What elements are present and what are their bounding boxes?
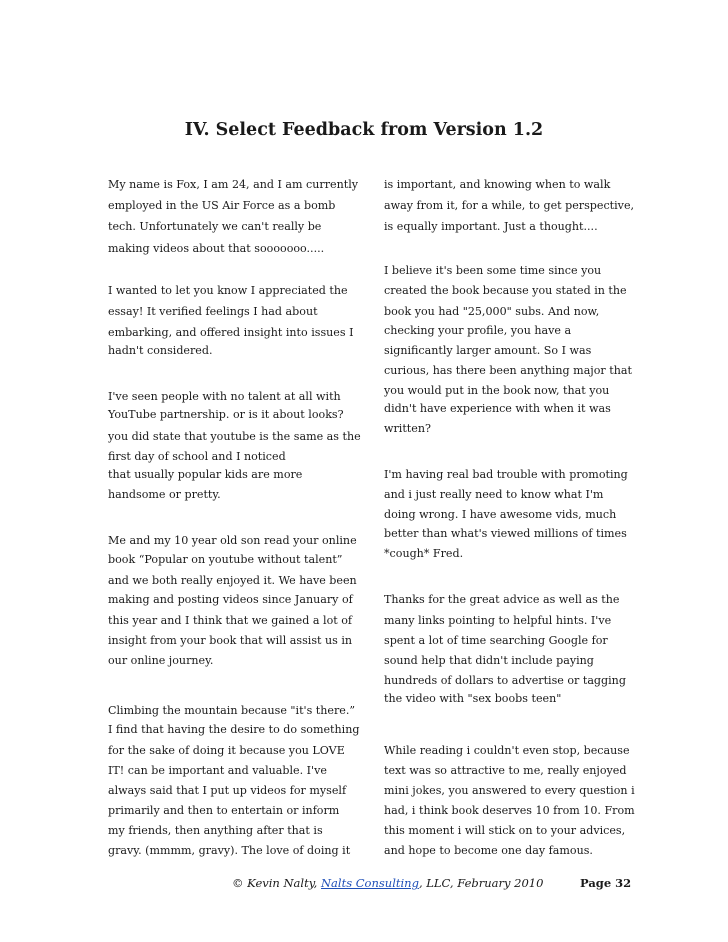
text-line: sound help that didn't include paying [384, 654, 594, 667]
text-line: While reading i couldn't even stop, because [384, 744, 630, 757]
text-line: making and posting videos since January of [108, 593, 353, 606]
text-line: employed in the US Air Force as a bomb [108, 199, 336, 212]
text-line: you did state that youtube is the same as the [108, 430, 361, 443]
page-title: IV. Select Feedback from Version 1.2 [184, 120, 544, 140]
text-line: checking your profile, you have a [384, 324, 572, 337]
text-line: didn't have experience with when it was [384, 402, 611, 415]
text-line: handsome or pretty. [108, 488, 221, 501]
text-line: *cough* Fred. [384, 547, 464, 560]
text-line: this moment i will stick on to your advices, [384, 824, 626, 837]
text-line: better than what's viewed millions of times [384, 527, 627, 540]
text-line: significantly larger amount. So I was [384, 344, 592, 357]
text-line: for the sake of doing it because you LOVE [108, 744, 345, 757]
copyright-notice [232, 876, 543, 890]
text-line: is equally important. Just a thought.... [384, 220, 598, 233]
text-line: away from it, for a while, to get perspective, [384, 199, 635, 212]
text-line: you would put in the book now, that you [384, 384, 610, 397]
page-footer [0, 876, 728, 894]
text-line: gravy. (mmmm, gravy). The love of doing it [108, 844, 351, 857]
text-line: the video with "sex boobs teen" [384, 692, 562, 705]
text-line: and i just really need to know what I'm [384, 488, 604, 501]
text-line: created the book because you stated in the [384, 284, 627, 297]
text-line: book you had "25,000" subs. And now, [384, 305, 600, 318]
text-line: that usually popular kids are more [108, 468, 303, 481]
text-line: I believe it's been some time since you [384, 264, 602, 277]
text-line: YouTube partnership. or is it about looks? [108, 408, 344, 421]
text-line: many links pointing to helpful hints. I've [384, 614, 612, 627]
text-line: I find that having the desire to do something [108, 723, 360, 736]
text-line: essay! It verified feelings I had about [108, 305, 318, 318]
text-line: spent a lot of time searching Google for [384, 634, 608, 647]
text-line: always said that I put up videos for myself [108, 784, 347, 797]
text-line: primarily and then to entertain or inform [108, 804, 340, 817]
copyright-suffix: , LLC, February 2010 [418, 876, 544, 890]
text-line: and we both really enjoyed it. We have been [108, 574, 357, 587]
text-line: written? [384, 422, 431, 435]
text-line: is important, and knowing when to walk [384, 178, 611, 191]
text-line: mini jokes, you answered to every question i [384, 784, 635, 797]
text-line: I'm having real bad trouble with promoting [384, 468, 628, 481]
text-line: my friends, then anything after that is [108, 824, 323, 837]
text-line: text was so attractive to me, really enjoyed [384, 764, 627, 777]
text-line: our online journey. [108, 654, 214, 667]
text-line: Thanks for the great advice as well as the [384, 593, 620, 606]
text-line: had, i think book deserves 10 from 10. From [384, 804, 635, 817]
company-link[interactable]: Nalts Consulting [320, 876, 419, 890]
text-line: doing wrong. I have awesome vids, much [384, 508, 617, 521]
text-line: I wanted to let you know I appreciated the [108, 284, 348, 297]
text-line: Climbing the mountain because "it's there.” [108, 704, 356, 717]
text-line: Me and my 10 year old son read your online [108, 534, 357, 547]
text-line: tech. Unfortunately we can't really be [108, 220, 322, 233]
text-line: embarking, and offered insight into issues I [108, 326, 354, 339]
text-line: IT! can be important and valuable. I've [108, 764, 327, 777]
text-line: curious, has there been anything major that [384, 364, 632, 377]
text-line: I've seen people with no talent at all with [108, 390, 341, 403]
text-line: first day of school and I noticed [108, 450, 286, 463]
text-line: My name is Fox, I am 24, and I am currently [108, 178, 359, 191]
text-line: insight from your book that will assist us in [108, 634, 353, 647]
text-line: and hope to become one day famous. [384, 844, 593, 857]
text-line: making videos about that sooooooo..... [108, 242, 325, 255]
copyright-prefix: © Kevin Nalty, [232, 876, 321, 890]
text-line: this year and I think that we gained a lot of [108, 614, 353, 627]
text-line: hadn't considered. [108, 344, 213, 357]
text-line: hundreds of dollars to advertise or tagging [384, 674, 626, 687]
page-number: Page 32 [580, 876, 632, 890]
text-line: book “Popular on youtube without talent” [108, 553, 343, 566]
